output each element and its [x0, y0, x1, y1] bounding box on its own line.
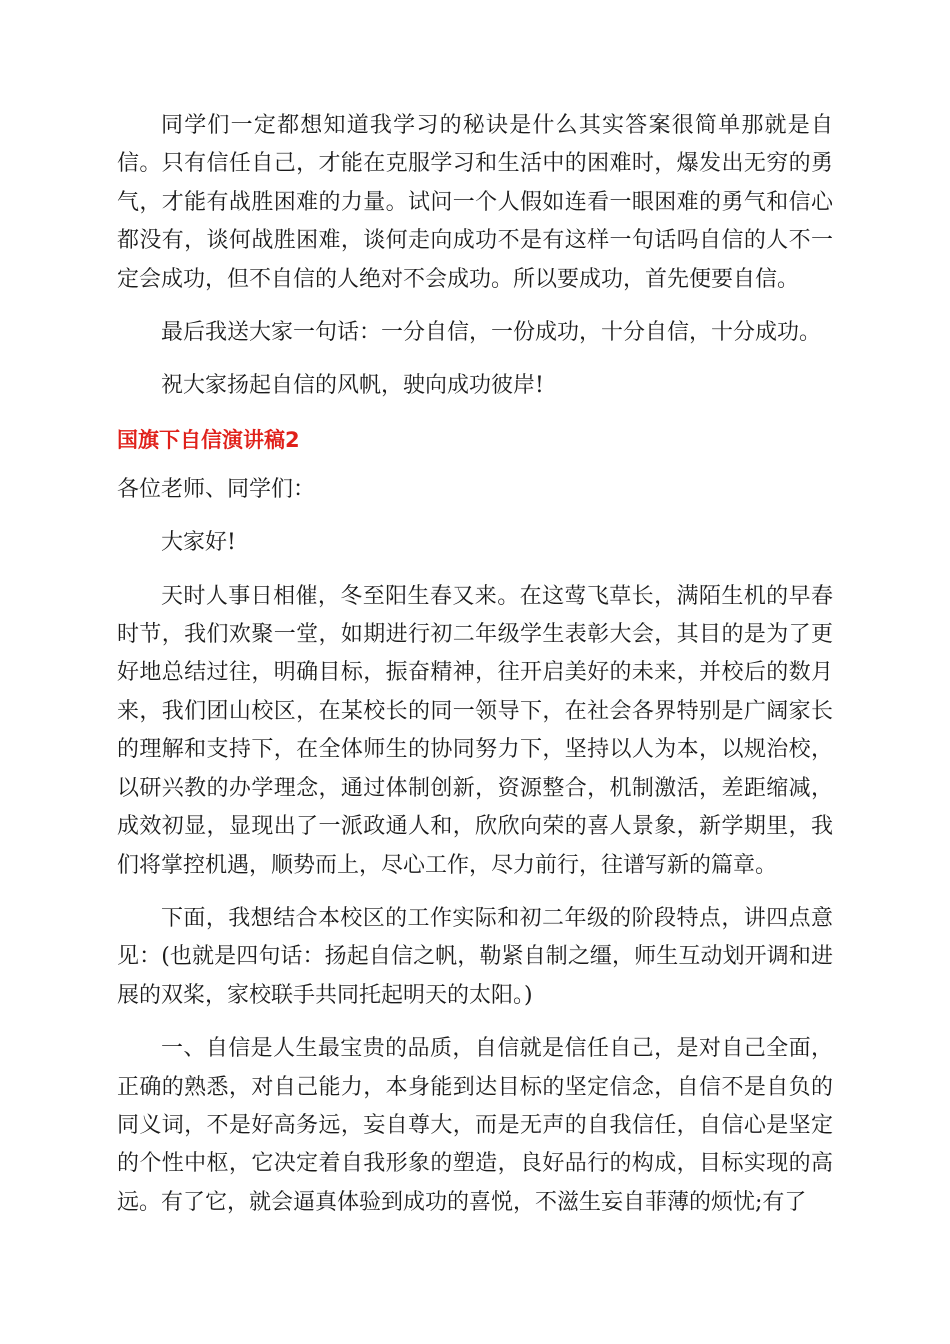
- paragraph: 一、自信是人生最宝贵的品质，自信就是信任自己，是对自己全面，正确的熟悉，对自己能力，本身能到达目标的坚定信念，自信不是自负的同义词，不是好高务远，妄自尊大，而是无声的自我信任，自信心是坚定的个性中枢，它决定着自我形象的塑造，良好品行的构成，目标实现的高远。有了它，就会逼真体验到成功的喜悦，不滋生妄自菲薄的烦忧;有了: [117, 1036, 833, 1215]
- paragraph: 祝大家扬起自信的风帆，驶向成功彼岸!: [161, 373, 544, 399]
- document-page: [117, 107, 833, 1237]
- paragraph: 最后我送大家一句话：一分自信，一份成功，十分自信，十分成功。: [161, 320, 822, 346]
- paragraph: 同学们一定都想知道我学习的秘诀是什么其实答案很简单那就是自信。只有信任自己，才能在克服学习和生活中的困难时，爆发出无穷的勇气，才能有战胜困难的力量。试问一个人假如连看一眼困难的勇气和信心都没有，谈何战胜困难，谈何走向成功不是有这样一句话吗自信的人不一定会成功，但不自信的人绝对不会成功。所以要成功，首先便要自信。: [117, 113, 833, 292]
- salutation: 各位老师、同学们：: [117, 476, 316, 502]
- paragraph: 下面，我想结合本校区的工作实际和初二年级的阶段特点，讲四点意见：(也就是四句话：扬起自信之帆，勒紧自制之缰，师生互动划开调和进展的双桨，家校联手共同托起明天的太阳。): [117, 905, 833, 1008]
- paragraph: 天时人事日相催，冬至阳生春又来。在这莺飞草长，满陌生机的早春时节，我们欢聚一堂，如期进行初二年级学生表彰大会，其目的是为了更好地总结过往，明确目标，振奋精神，往开启美好的未来，并校后的数月来，我们团山校区，在某校长的同一领导下，在社会各界特别是广阔家长的理解和支持下，在全体师生的协同努力下，坚持以人为本，以规治校，以研兴教的办学理念，通过体制创新，资源整合，机制激活，差距缩减，成效初显，显现出了一派政通人和，欣欣向荣的喜人景象，新学期里，我们将掌控机遇，顺势而上，尽心工作，尽力前行，往谱写新的篇章。: [117, 583, 833, 878]
- section-heading: 国旗下自信演讲稿2: [117, 427, 300, 452]
- greeting: 大家好!: [161, 530, 236, 556]
